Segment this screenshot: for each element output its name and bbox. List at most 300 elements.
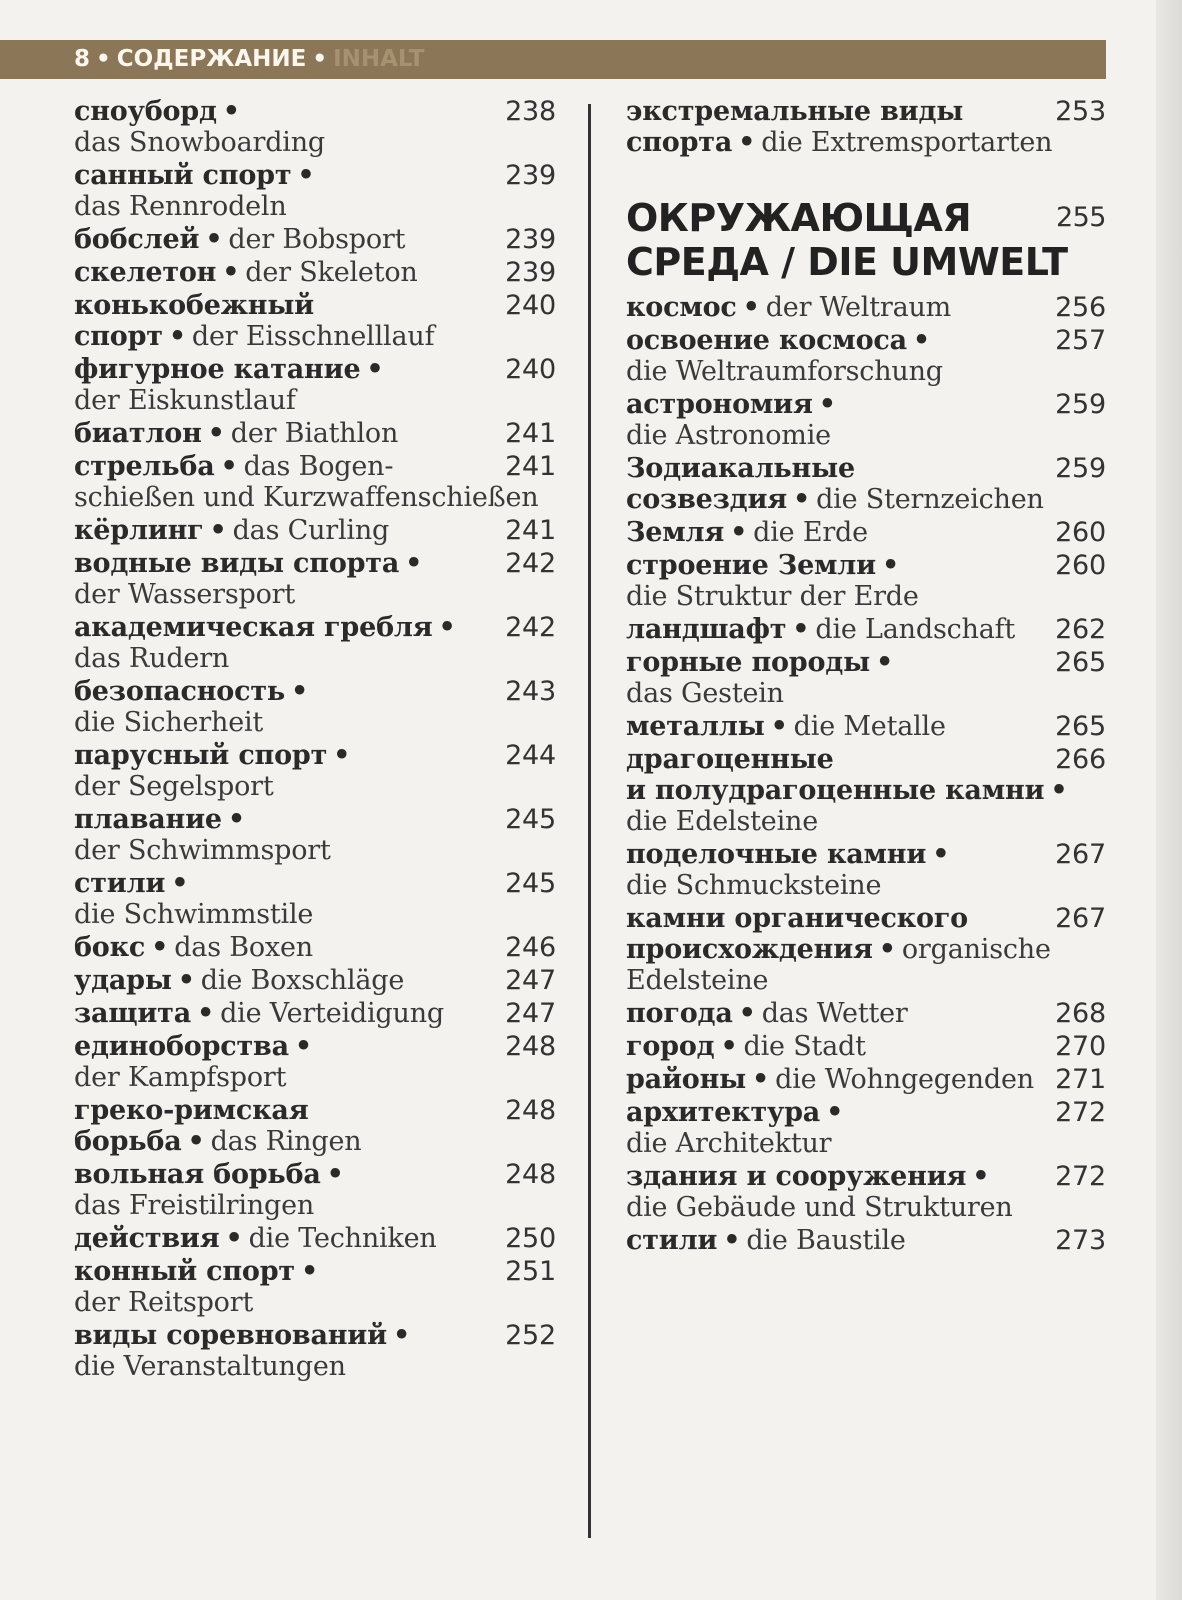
entry-title-de: der Wassersport: [74, 579, 296, 610]
entry-title-ru: Земля: [626, 517, 725, 548]
bullet-separator: •: [326, 1159, 344, 1190]
entry-title-ru: безопасность: [74, 676, 285, 707]
toc-entry[interactable]: [74, 290, 556, 352]
entry-title-de: die Edelsteine: [626, 806, 818, 837]
toc-entry-line: [626, 517, 1106, 548]
toc-entry-line: [74, 482, 556, 513]
entry-page-number: 240: [505, 290, 556, 321]
entry-title-ru: стрельба: [74, 451, 215, 482]
toc-entry[interactable]: [74, 676, 556, 738]
section-page-number: 255: [1055, 202, 1106, 233]
toc-entry-line: [626, 389, 1106, 420]
bullet-separator: •: [300, 1256, 319, 1287]
toc-entry-line: [74, 224, 556, 255]
toc-entry-line: [74, 771, 556, 802]
entry-title-de: die Sternzeichen: [816, 484, 1044, 515]
toc-entry-line: [626, 744, 1106, 775]
entry-page-number: 239: [505, 160, 556, 191]
entry-title-ru: конный спорт: [74, 1256, 295, 1287]
toc-entry-line: [74, 676, 556, 707]
entry-page-number: 265: [1055, 711, 1106, 742]
entry-title-de: der Reitsport: [74, 1287, 254, 1318]
toc-entry[interactable]: [626, 1031, 1106, 1062]
entry-title-ru: экстремальные виды: [626, 96, 964, 127]
bullet-separator: •: [222, 96, 240, 127]
entry-page-number: 245: [505, 804, 556, 835]
toc-entry[interactable]: [626, 614, 1106, 645]
toc-entry[interactable]: [626, 96, 1106, 158]
column-divider: [588, 104, 591, 1538]
bullet-separator: •: [738, 998, 756, 1029]
bullet-separator: •: [912, 325, 930, 356]
entry-title-de: der Eisschnelllauf: [191, 321, 435, 352]
toc-entry[interactable]: [626, 453, 1106, 515]
entry-title-ru: районы: [626, 1064, 747, 1095]
entry-title-ru: академическая гребля: [74, 612, 433, 643]
entry-page-number: 239: [505, 257, 556, 288]
entry-title-ru: Зодиакальные: [626, 453, 855, 484]
toc-entry[interactable]: [626, 1097, 1106, 1159]
toc-entry-line: [74, 965, 556, 996]
toc-entry[interactable]: [626, 998, 1106, 1029]
entry-title-de: der Kampfsport: [74, 1062, 287, 1093]
bullet-separator: •: [291, 676, 309, 707]
toc-entry-line: [626, 870, 1106, 901]
entry-page-number: 267: [1055, 839, 1106, 870]
toc-left-column: [74, 96, 556, 1384]
toc-entry-line: [74, 707, 556, 738]
toc-entry-line: [74, 804, 556, 835]
toc-entry[interactable]: [74, 160, 556, 222]
toc-entry-line: [626, 581, 1106, 612]
entry-title-de: die Astronomie: [626, 420, 831, 451]
toc-entry-line: [74, 1159, 556, 1190]
entry-title-ru: космос: [626, 292, 737, 323]
bullet-separator: •: [294, 1031, 312, 1062]
bullet-separator: •: [720, 1031, 738, 1062]
entry-title-de: die Extremsportarten: [761, 127, 1053, 158]
toc-entry-line: [74, 998, 556, 1029]
toc-right-column: [626, 96, 1106, 1258]
toc-entry[interactable]: [74, 932, 556, 963]
entry-page-number: 260: [1055, 550, 1106, 581]
entry-page-number: 250: [505, 1223, 556, 1254]
bullet-separator: •: [738, 127, 756, 158]
toc-entry[interactable]: [74, 1095, 556, 1157]
toc-entry-line: [74, 191, 556, 222]
entry-page-number: 265: [1055, 647, 1106, 678]
toc-entry[interactable]: [74, 451, 556, 513]
bullet-separator: •: [205, 224, 223, 255]
bullet-separator: •: [151, 932, 169, 963]
bullet-separator: •: [752, 1064, 770, 1095]
toc-entry[interactable]: [626, 1161, 1106, 1223]
toc-entry-line: [74, 932, 556, 963]
toc-entry[interactable]: [74, 1223, 556, 1254]
toc-entry-line: [626, 647, 1106, 678]
entry-title-de: Edelsteine: [626, 965, 769, 996]
toc-entry-line: [626, 292, 1106, 323]
entry-page-number: 253: [1055, 96, 1106, 127]
entry-title-ru: защита: [74, 998, 191, 1029]
toc-entry-line: [74, 1062, 556, 1093]
entry-title-de: das Snowboarding: [74, 127, 326, 158]
toc-entry[interactable]: [74, 740, 556, 802]
entry-page-number: 268: [1055, 998, 1106, 1029]
entry-page-number: 270: [1055, 1031, 1106, 1062]
entry-title-ru: борьба: [74, 1126, 182, 1157]
entry-title-de: das Wetter: [761, 998, 908, 1029]
toc-entry[interactable]: [74, 1159, 556, 1221]
entry-title-de: die Wohngegenden: [775, 1064, 1034, 1095]
bullet-separator: •: [209, 515, 227, 546]
entry-page-number: 243: [505, 676, 556, 707]
entry-page-number: 247: [505, 965, 556, 996]
entry-title-de: der Segelsport: [74, 771, 274, 802]
entry-title-ru: происхождения: [626, 934, 873, 965]
toc-entry-line: [626, 1097, 1106, 1128]
entry-page-number: 241: [505, 418, 556, 449]
toc-entry-line: [626, 903, 1106, 934]
page-edge: [1156, 0, 1182, 1600]
entry-title-de: das Freistilringen: [74, 1190, 315, 1221]
toc-entry-line: [74, 548, 556, 579]
bullet-separator: •: [366, 354, 384, 385]
entry-page-number: 244: [505, 740, 556, 771]
entry-title-de: die Sicherheit: [74, 707, 264, 738]
bullet-separator: •: [742, 292, 760, 323]
entry-title-ru: и полудрагоценные камни: [626, 775, 1045, 806]
entry-title-ru: снoуборд: [74, 96, 217, 127]
toc-entry-line: [74, 354, 556, 385]
bullet-separator: •: [730, 517, 748, 548]
bullet-separator: •: [392, 1320, 411, 1351]
toc-entry[interactable]: [74, 612, 556, 674]
entry-title-de: die Verteidigung: [220, 998, 444, 1029]
entry-title-de: der Schwimmsport: [74, 835, 331, 866]
toc-entry-line: [74, 1320, 556, 1351]
entry-page-number: 256: [1055, 292, 1106, 323]
entry-page-number: 259: [1055, 389, 1106, 420]
entry-title-de: die Schmucksteine: [626, 870, 882, 901]
entry-title-ru: виды соревнований: [74, 1320, 387, 1351]
toc-entry-line: [74, 451, 556, 482]
entry-title-ru: вольная борьба: [74, 1159, 321, 1190]
entry-title-de: die Schwimmstile: [74, 899, 314, 930]
entry-title-ru: биатлон: [74, 418, 202, 449]
entry-title-ru: погода: [626, 998, 733, 1029]
header-separator: •: [96, 46, 111, 72]
entry-title-de: die Techniken: [248, 1223, 437, 1254]
toc-entry-line: [626, 934, 1106, 965]
bullet-separator: •: [168, 321, 186, 352]
bullet-separator: •: [875, 647, 894, 678]
bullet-separator: •: [227, 804, 245, 835]
toc-entry[interactable]: [74, 804, 556, 866]
toc-entry[interactable]: [626, 647, 1106, 709]
entry-title-de: der Weltraum: [765, 292, 952, 323]
toc-entry-line: [626, 711, 1106, 742]
toc-entry-line: [626, 1064, 1106, 1095]
toc-entry-line: [74, 1031, 556, 1062]
toc-entry-line: [626, 965, 1106, 996]
entry-page-number: 262: [1055, 614, 1106, 645]
entry-title-de: die Gebäude und Strukturen: [626, 1192, 1013, 1223]
toc-entry-line: [626, 1161, 1106, 1192]
entry-page-number: 248: [505, 1159, 556, 1190]
entry-title-de: der Eiskunstlauf: [74, 385, 296, 416]
toc-entry-line: [626, 96, 1106, 127]
entry-title-ru: горные породы: [626, 647, 870, 678]
bullet-separator: •: [932, 839, 950, 870]
toc-entry[interactable]: [74, 1320, 556, 1382]
toc-entry-line: [74, 740, 556, 771]
toc-entry-line: [626, 420, 1106, 451]
entry-title-de: die Baustile: [746, 1225, 906, 1256]
entry-page-number: 257: [1055, 325, 1106, 356]
entry-page-number: 248: [505, 1031, 556, 1062]
toc-entry-line: [626, 550, 1106, 581]
entry-page-number: 248: [505, 1095, 556, 1126]
toc-entry[interactable]: [74, 1031, 556, 1093]
toc-entry-line: [626, 356, 1106, 387]
entry-page-number: 271: [1055, 1064, 1106, 1095]
entry-title-de: die Stadt: [743, 1031, 866, 1062]
bullet-separator: •: [207, 418, 225, 449]
entry-title-ru: плавание: [74, 804, 222, 835]
entry-title-ru: архитектура: [626, 1097, 821, 1128]
bullet-separator: •: [405, 548, 423, 579]
bullet-separator: •: [881, 550, 900, 581]
entry-title-de: der Skeleton: [245, 257, 418, 288]
entry-title-ru: фигурное катание: [74, 354, 361, 385]
toc-entry[interactable]: [626, 1225, 1106, 1256]
toc-entry-line: [626, 806, 1106, 837]
toc-entry[interactable]: [626, 1064, 1106, 1095]
bullet-separator: •: [197, 998, 215, 1029]
entry-title-ru: астрономия: [626, 389, 813, 420]
section-heading-line1: ОКРУЖАЮЩАЯ: [626, 196, 972, 240]
entry-title-de: die Erde: [753, 517, 868, 548]
entry-page-number: 267: [1055, 903, 1106, 934]
entry-title-de: die Veranstaltungen: [74, 1351, 346, 1382]
entry-title-ru: единоборства: [74, 1031, 289, 1062]
toc-entry[interactable]: [74, 354, 556, 416]
section-heading-line2: СРЕДА / DIE UMWELT: [626, 240, 1068, 284]
toc-entry-line: [74, 321, 556, 352]
toc-entry-line: [74, 418, 556, 449]
entry-title-de: die Boxschläge: [200, 965, 405, 996]
toc-entry-line: [74, 160, 556, 191]
toc-entry-line: [74, 385, 556, 416]
header-title: СОДЕРЖАНИЕ: [116, 46, 307, 72]
bullet-separator: •: [972, 1161, 990, 1192]
entry-page-number: 272: [1055, 1161, 1106, 1192]
toc-entry[interactable]: [74, 868, 556, 930]
toc-entry-line: [626, 325, 1106, 356]
header-subtitle: INHALT: [333, 46, 425, 72]
entry-page-number: 240: [505, 354, 556, 385]
entry-title-de: das Boxen: [174, 932, 313, 963]
entry-title-de: die Landschaft: [815, 614, 1016, 645]
toc-entry[interactable]: [626, 903, 1106, 996]
entry-title-ru: спорта: [626, 127, 733, 158]
entry-title-de: das Bogen-: [243, 451, 394, 482]
bullet-separator: •: [793, 484, 811, 515]
entry-page-number: 272: [1055, 1097, 1106, 1128]
section-heading[interactable]: [626, 196, 1106, 284]
toc-entry-line: [626, 1225, 1106, 1256]
bullet-separator: •: [818, 389, 836, 420]
entry-page-number: 260: [1055, 517, 1106, 548]
toc-entry-line: [626, 127, 1106, 158]
entry-title-ru: скелетон: [74, 257, 217, 288]
entry-page-number: 241: [505, 515, 556, 546]
entry-page-number: 251: [505, 1256, 556, 1287]
toc-entry-line: [626, 678, 1106, 709]
bullet-separator: •: [171, 868, 189, 899]
entry-title-ru: кёрлинг: [74, 515, 204, 546]
toc-entry-line: [626, 839, 1106, 870]
bullet-separator: •: [222, 257, 240, 288]
toc-entry-line: [74, 127, 556, 158]
entry-title-de: der Bobsport: [228, 224, 406, 255]
entry-title-ru: греко-римская: [74, 1095, 309, 1126]
entry-title-ru: город: [626, 1031, 715, 1062]
header-page-number: 8: [74, 46, 91, 72]
toc-entry-line: [626, 453, 1106, 484]
entry-title-de: das Rudern: [74, 643, 230, 674]
toc-entry-line: [74, 1351, 556, 1382]
toc-entry-line: [626, 998, 1106, 1029]
bullet-separator: •: [723, 1225, 741, 1256]
entry-title-ru: парусный спорт: [74, 740, 328, 771]
toc-entry-line: [74, 899, 556, 930]
toc-entry-line: [74, 868, 556, 899]
entry-title-ru: здания и сооружения: [626, 1161, 967, 1192]
entry-title-de: die Architektur: [626, 1128, 832, 1159]
toc-entry-line: [74, 643, 556, 674]
entry-page-number: 259: [1055, 453, 1106, 484]
toc-entry-line: [74, 96, 556, 127]
entry-title-ru: удары: [74, 965, 172, 996]
entry-title-ru: камни органического: [626, 903, 968, 934]
bullet-separator: •: [187, 1126, 205, 1157]
bullet-separator: •: [438, 612, 456, 643]
toc-entry[interactable]: [626, 550, 1106, 612]
toc-entry[interactable]: [74, 1256, 556, 1318]
toc-entry[interactable]: [74, 515, 556, 546]
entry-page-number: 266: [1055, 744, 1106, 775]
entry-title-ru: созвездия: [626, 484, 788, 515]
entry-title-ru: спорт: [74, 321, 163, 352]
toc-entry[interactable]: [626, 389, 1106, 451]
bullet-separator: •: [297, 160, 315, 191]
toc-entry-line: [74, 1126, 556, 1157]
toc-entry[interactable]: [74, 418, 556, 449]
toc-entry[interactable]: [626, 711, 1106, 742]
entry-title-de: der Biathlon: [230, 418, 399, 449]
entry-page-number: 245: [505, 868, 556, 899]
entry-title-ru: металлы: [626, 711, 765, 742]
toc-entry[interactable]: [74, 998, 556, 1029]
entry-title-de: das Curling: [232, 515, 390, 546]
entry-title-de: die Struktur der Erde: [626, 581, 919, 612]
entry-title-de: das Rennrodeln: [74, 191, 287, 222]
bullet-separator: •: [220, 451, 238, 482]
toc-entry[interactable]: [74, 224, 556, 255]
bullet-separator: •: [792, 614, 810, 645]
bullet-separator: •: [878, 934, 896, 965]
entry-title-ru: санный спорт: [74, 160, 292, 191]
entry-title-ru: освоение космоса: [626, 325, 907, 356]
entry-page-number: 242: [505, 548, 556, 579]
toc-entry-line: [74, 579, 556, 610]
toc-entry-line: [74, 1095, 556, 1126]
entry-title-ru: конькобежный: [74, 290, 315, 321]
entry-title-de: die Metalle: [793, 711, 946, 742]
toc-entry[interactable]: [74, 257, 556, 288]
toc-entry-line: [74, 290, 556, 321]
toc-entry-line: [74, 515, 556, 546]
bullet-separator: •: [826, 1097, 844, 1128]
entry-page-number: 241: [505, 451, 556, 482]
entry-page-number: 252: [505, 1320, 556, 1351]
toc-entry-line: [626, 775, 1106, 806]
bullet-separator: •: [770, 711, 788, 742]
toc-entry-line: [626, 1192, 1106, 1223]
entry-title-ru: драгоценные: [626, 744, 834, 775]
header-separator: •: [312, 46, 328, 72]
toc-entry[interactable]: [74, 965, 556, 996]
toc-entry[interactable]: [74, 548, 556, 610]
toc-entry-line: [74, 1256, 556, 1287]
bullet-separator: •: [1050, 775, 1068, 806]
entry-title-ru: стили: [74, 868, 166, 899]
toc-entry-line: [74, 1287, 556, 1318]
header-bar: [0, 40, 1106, 79]
entry-title-de: das Gestein: [626, 678, 784, 709]
toc-entry-line: [74, 612, 556, 643]
entry-title-ru: действия: [74, 1223, 220, 1254]
toc-entry-line: [626, 1031, 1106, 1062]
bullet-separator: •: [333, 740, 351, 771]
toc-entry[interactable]: [626, 292, 1106, 323]
entry-title-ru: водные виды спорта: [74, 548, 400, 579]
entry-title-ru: бокс: [74, 932, 146, 963]
entry-page-number: 273: [1055, 1225, 1106, 1256]
toc-entry-line: [74, 1223, 556, 1254]
bullet-separator: •: [225, 1223, 243, 1254]
entry-page-number: 239: [505, 224, 556, 255]
toc-entry[interactable]: [626, 517, 1106, 548]
entry-title-de: organische: [901, 934, 1051, 965]
entry-title-de: das Ringen: [210, 1126, 362, 1157]
entry-page-number: 247: [505, 998, 556, 1029]
toc-entry-line: [74, 835, 556, 866]
entry-title-de: die Weltraumforschung: [626, 356, 943, 387]
entry-page-number: 238: [505, 96, 556, 127]
entry-title-ru: стили: [626, 1225, 718, 1256]
toc-entry[interactable]: [626, 744, 1106, 837]
toc-entry-line: [626, 1128, 1106, 1159]
toc-entry[interactable]: [626, 839, 1106, 901]
entry-title-ru: бобслей: [74, 224, 200, 255]
toc-entry[interactable]: [626, 325, 1106, 387]
entry-title-de: schießen und Kurzwaffenschießen: [74, 482, 539, 513]
toc-entry-line: [74, 257, 556, 288]
toc-entry[interactable]: [74, 96, 556, 158]
